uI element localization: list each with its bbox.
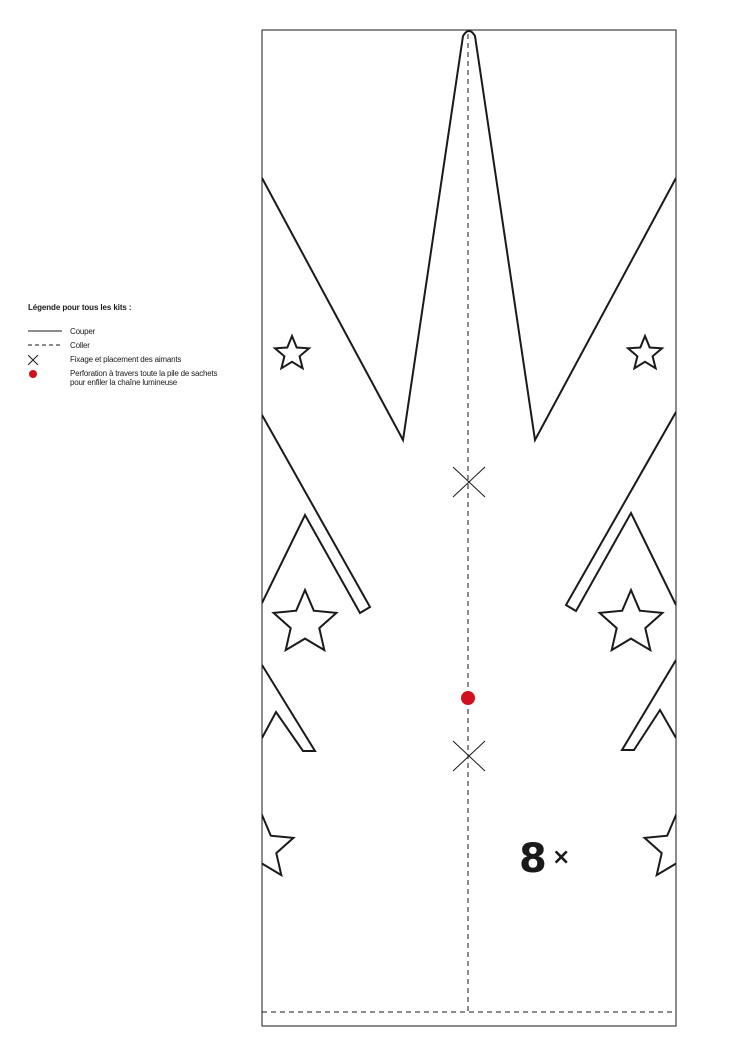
left-spike-upper <box>262 415 370 613</box>
legend-label-glue: Coller <box>70 341 90 350</box>
legend-label-perforation: Perforation à travers toute la pile de sachets pour enfiler la chaîne lumineuse <box>70 369 218 387</box>
perforation-dot-icon <box>461 691 475 705</box>
right-spike-upper <box>566 412 676 611</box>
legend-title: Légende pour tous les kits : <box>28 303 132 312</box>
star-icon <box>600 590 663 650</box>
cross-icon <box>453 467 485 497</box>
left-spike-lower <box>262 665 315 751</box>
template-frame <box>262 30 676 1026</box>
star-icon <box>274 590 337 650</box>
star-spike-outline <box>262 31 676 440</box>
cross-icon <box>453 741 485 771</box>
legend-label-magnets: Fixage et placement des aimants <box>70 355 182 364</box>
legend-label-cut: Couper <box>70 327 96 336</box>
star-icon <box>275 336 309 368</box>
quantity-sign: × <box>552 845 571 870</box>
quantity-number: 8 <box>519 836 547 882</box>
right-spike-lower <box>622 660 676 750</box>
star-icon <box>628 336 662 368</box>
